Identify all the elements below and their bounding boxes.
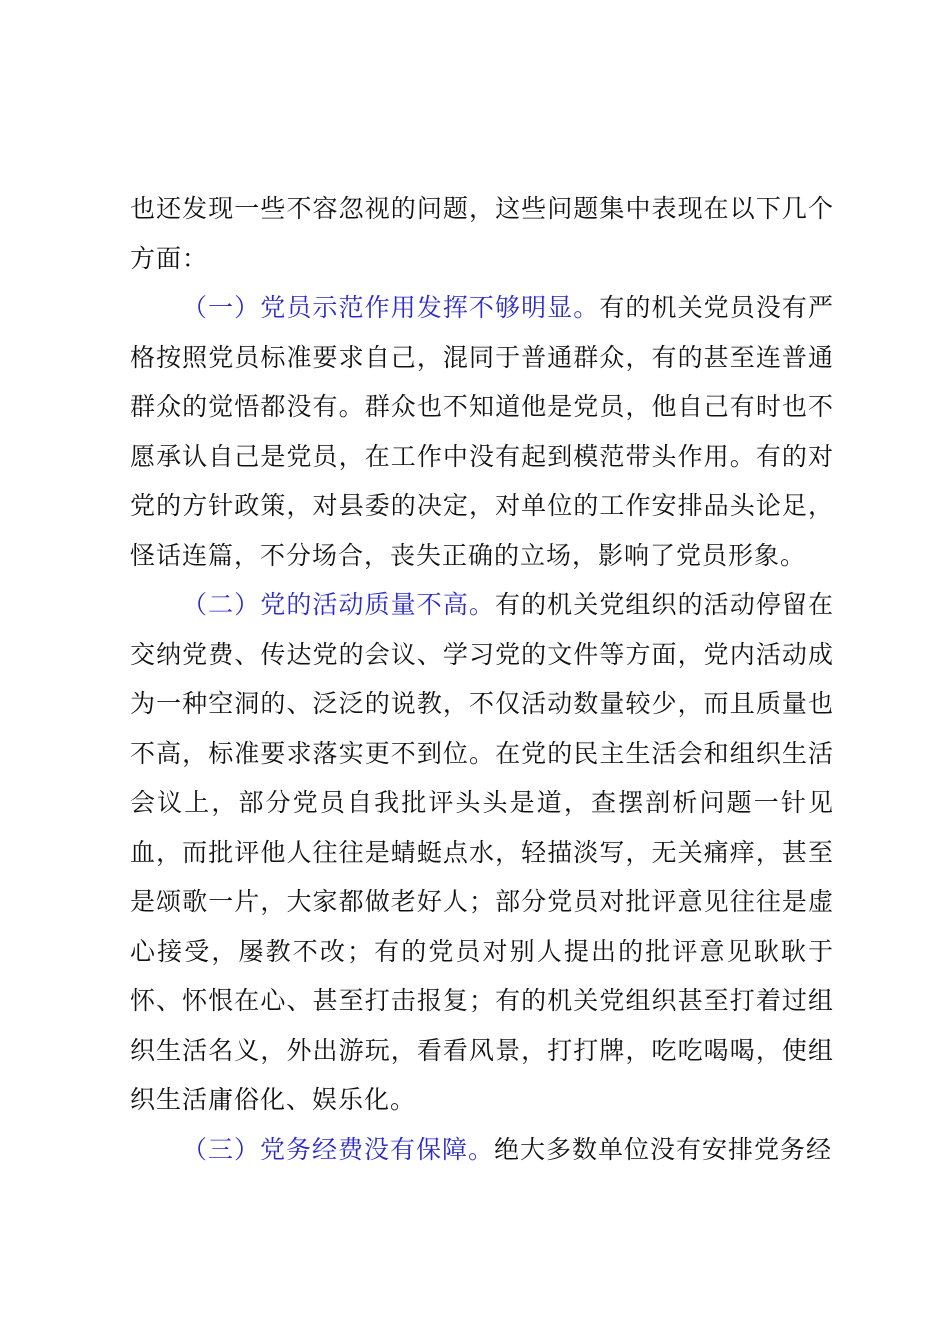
paragraph-text: 绝大多数单位没有安排党务经 bbox=[494, 1134, 833, 1164]
paragraph-section-3 bbox=[130, 1125, 834, 1175]
paragraph-section-2 bbox=[130, 580, 834, 1125]
section-heading: （二）党的活动质量不高。 bbox=[182, 590, 495, 619]
paragraph-section-1 bbox=[130, 283, 834, 580]
section-heading: （三）党务经费没有保障。 bbox=[182, 1134, 495, 1164]
paragraph-text: 有的机关党员没有严格按照党员标准要求自己，混同于普通群众，有的甚至连普通群众的觉悟都没有。群众也不知道他是党员，他自己有时也不愿承认自己是党员，在工作中没有起到模范带头作用。有的对党的方针政策，对县委的决定，对单位的工作安排品头论足，怪话连篇，不分场合，丧失正确的立场，影响了党员形象。 bbox=[130, 293, 834, 570]
document-body bbox=[130, 184, 834, 1174]
section-heading: （一）党员示范作用发挥不够明显。 bbox=[182, 293, 600, 322]
paragraph-intro bbox=[130, 184, 834, 283]
paragraph-text: 有的机关党组织的活动停留在交纳党费、传达党的会议、学习党的文件等方面，党内活动成为一种空洞的、泛泛的说教，不仅活动数量较少，而且质量也不高，标准要求落实更不到位。在党的民主生活会和组织生活会议上，部分党员自我批评头头是道，查摆剖析问题一针见血，而批评他人往往是蜻蜓点水，轻描淡写，无关痛痒，甚至是颂歌一片，大家都做老好人；部分党员对批评意见往往是虚心接受，屡教不改；有的党员对别人提出的批评意见耿耿于怀、怀恨在心、甚至打击报复；有的机关党组织甚至打着过组织生活名义，外出游玩，看看风景，打打牌，吃吃喝喝，使组织生活庸俗化、娱乐化。 bbox=[130, 590, 834, 1114]
paragraph-text: 也还发现一些不容忽视的问题，这些问题集中表现在以下几个方面： bbox=[130, 194, 834, 273]
